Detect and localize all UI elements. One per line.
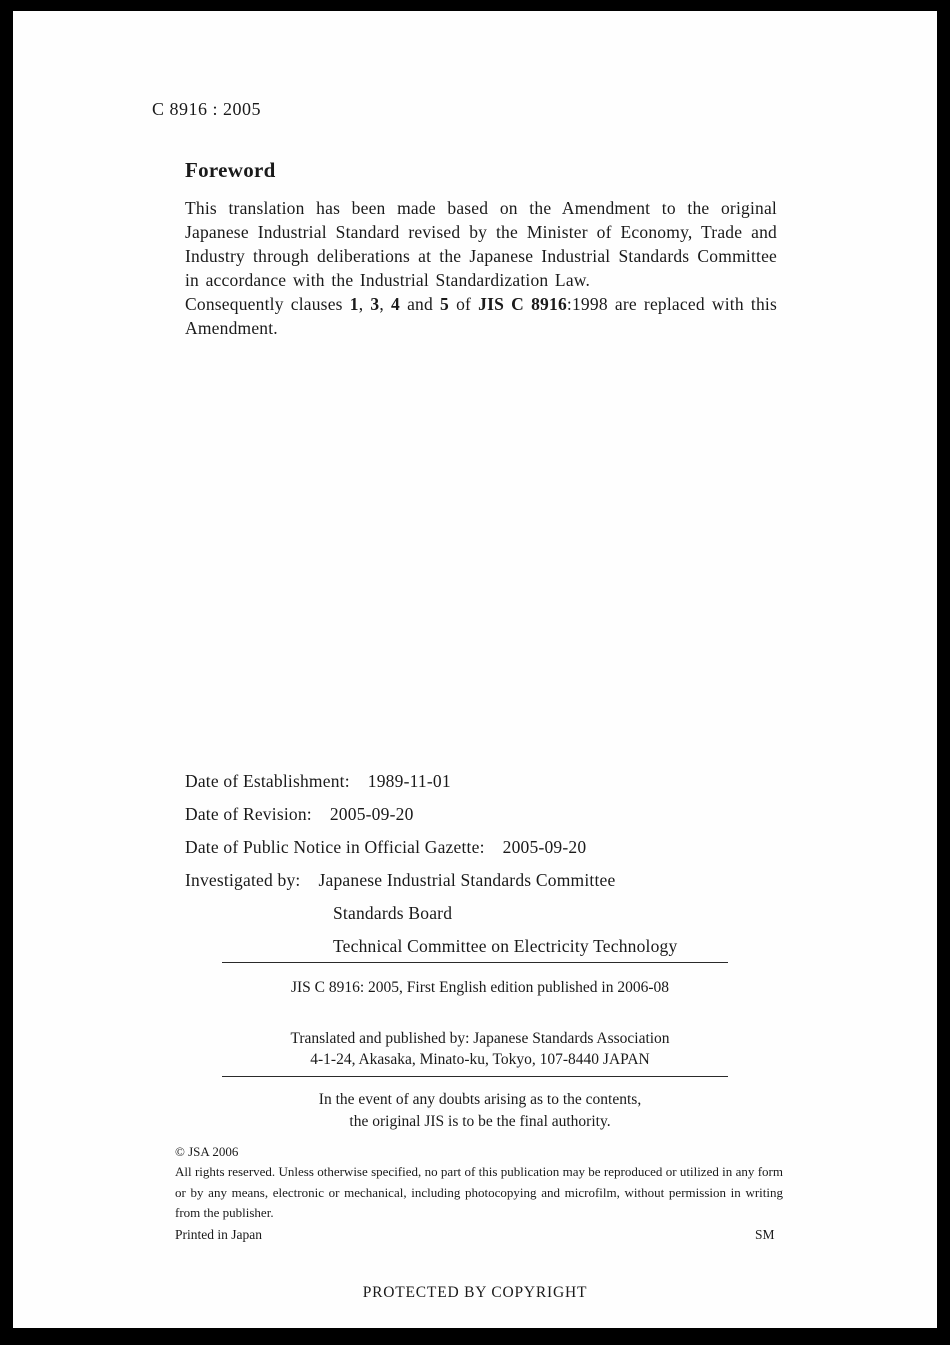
- record-label: Date of Public Notice in Official Gazette:: [185, 837, 485, 857]
- clause-number: 5: [440, 294, 449, 314]
- publisher-line: Translated and published by: Japanese Standards Association: [290, 1030, 670, 1047]
- clause-number: 4: [391, 294, 400, 314]
- clause-number: 1: [349, 294, 359, 314]
- copyright-line: © JSA 2006: [175, 1144, 239, 1159]
- record-row-public-notice: [185, 837, 677, 858]
- clause-number: 3: [370, 294, 380, 314]
- publication-record: [185, 771, 677, 969]
- doubts-notice: [215, 1089, 745, 1133]
- text-run: ,: [379, 294, 392, 314]
- record-value: 2005-09-20: [329, 804, 414, 824]
- text-run: of: [449, 294, 479, 314]
- text-run: Consequently clauses: [185, 294, 350, 314]
- doubts-line: the original JIS is to be the final authority.: [349, 1113, 611, 1130]
- record-label: Investigated by:: [185, 870, 301, 890]
- publisher-block: [215, 1028, 745, 1070]
- record-label: Date of Revision:: [185, 804, 312, 824]
- record-value: Japanese Industrial Standards Committee: [318, 870, 616, 890]
- record-continuation-technical-committee: Technical Committee on Electricity Technology: [333, 936, 678, 956]
- record-value: 2005-09-20: [502, 837, 587, 857]
- text-run: :1998 are replaced with this Amendment.: [185, 294, 777, 338]
- rights-statement: All rights reserved. Unless otherwise specified, no part of this publication may be reproduced or utilized in any form or by any means, electronic or mechanical, including photocopying and microfilm, without permission in writing from the publisher.: [175, 1164, 783, 1220]
- standard-reference: JIS C 8916: [478, 294, 567, 314]
- text-run: and: [399, 294, 441, 314]
- horizontal-rule-top: [222, 962, 728, 963]
- edition-line: JIS C 8916: 2005, First English edition published in 2006-08: [290, 979, 670, 996]
- record-label: Date of Establishment:: [185, 771, 350, 791]
- record-row-establishment: [185, 771, 677, 792]
- record-row-investigated-by: [185, 870, 677, 891]
- text-run: ,: [358, 294, 371, 314]
- foreword-section: [185, 158, 777, 340]
- protected-by-copyright: PROTECTED BY COPYRIGHT: [362, 1284, 588, 1301]
- footer-code: SM: [755, 1227, 775, 1242]
- record-continuation-standards-board: Standards Board: [333, 903, 453, 923]
- publisher-address: 4-1-24, Akasaka, Minato-ku, Tokyo, 107-8440 JAPAN: [310, 1051, 650, 1068]
- foreword-heading: Foreword: [185, 158, 276, 182]
- doubts-line: In the event of any doubts arising as to the contents,: [318, 1091, 642, 1108]
- document-number: C 8916 : 2005: [152, 99, 262, 119]
- printed-in-japan: Printed in Japan: [175, 1227, 262, 1242]
- horizontal-rule-bottom: [222, 1076, 728, 1077]
- foreword-paragraph: This translation has been made based on the Amendment to the original Japanese Industrial Standard revised by the Minister of Economy, Trade and Industry through deliberations at the Japanese Industrial Standards Committee in accordance with the Industrial Standardization Law.: [185, 198, 777, 290]
- record-row-revision: [185, 804, 677, 825]
- amendment-paragraph: [185, 292, 777, 340]
- record-value: 1989-11-01: [367, 771, 451, 791]
